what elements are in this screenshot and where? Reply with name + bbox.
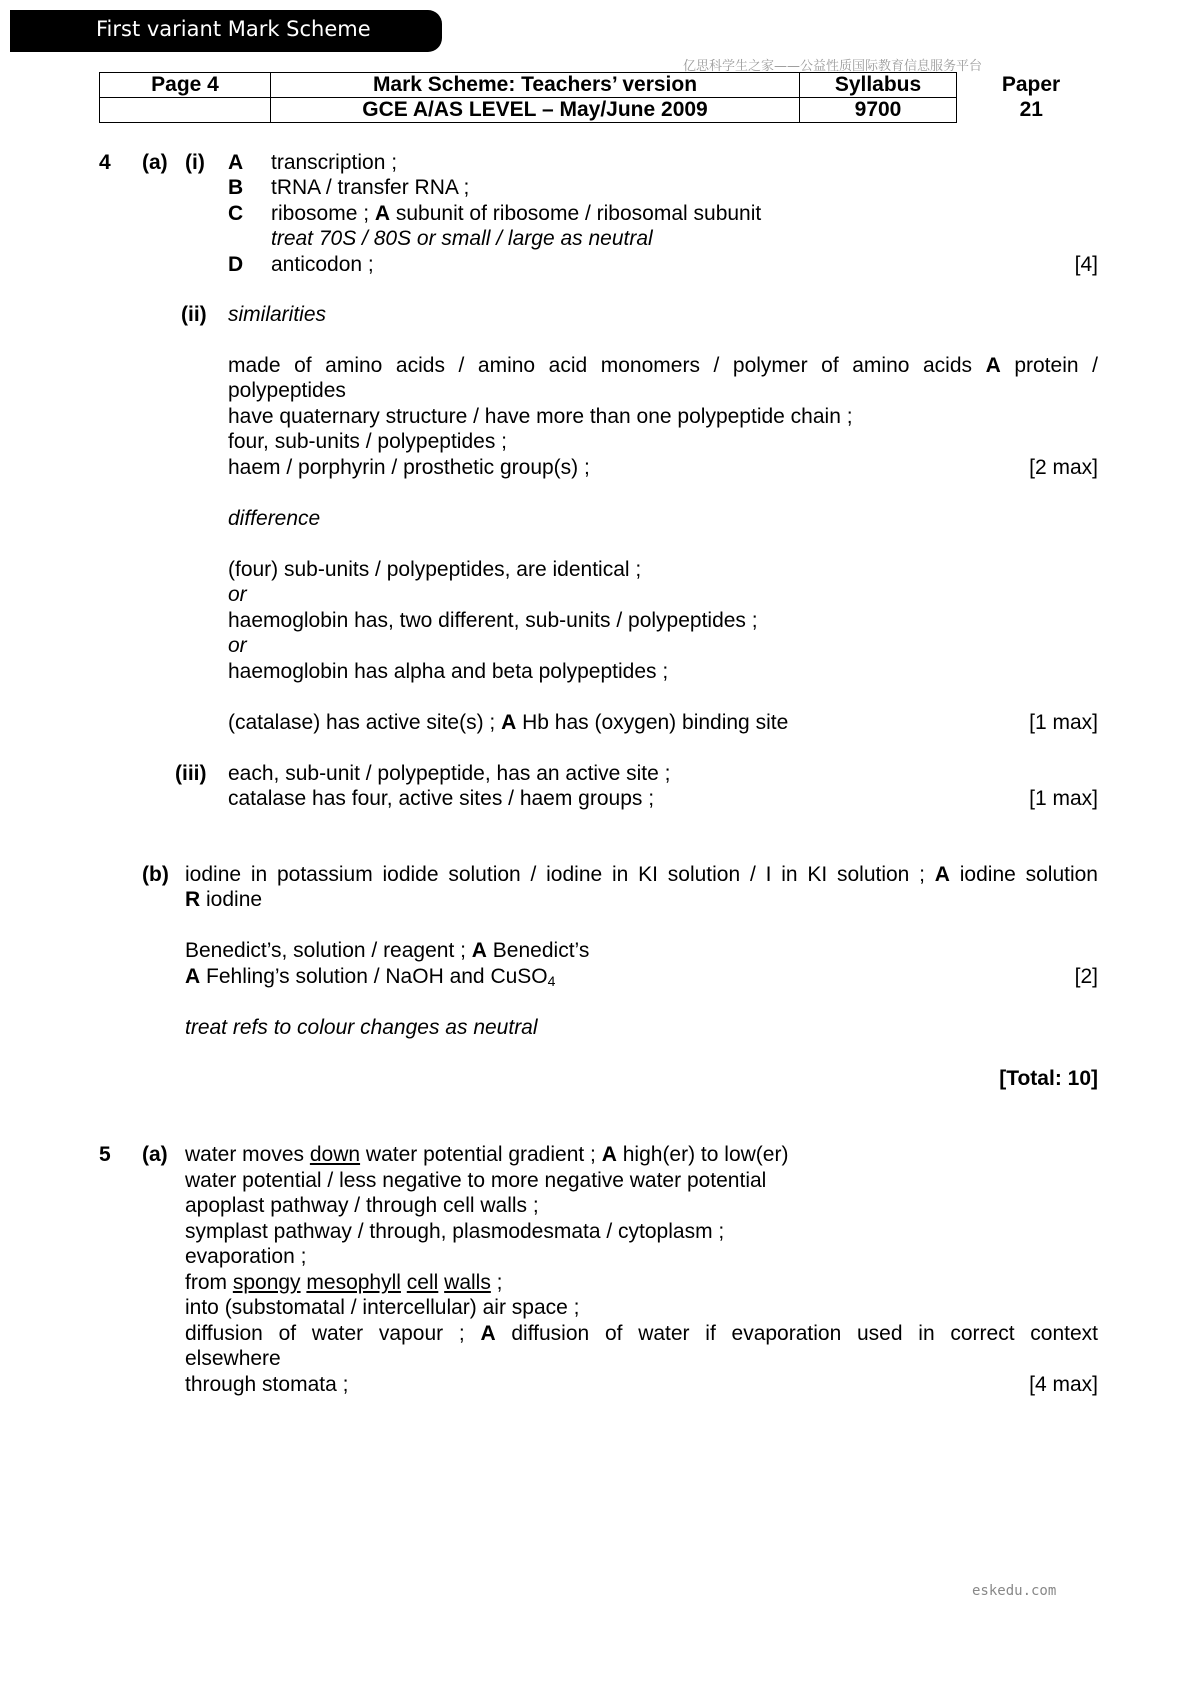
- variant-banner: [10, 10, 442, 52]
- similarity-1: made of amino acids / amino acid monomers / polymer of amino acids A protein /: [228, 354, 1098, 377]
- b-line-2: Benedict’s, solution / reagent ; A Benedict’s: [185, 939, 590, 962]
- difference-3: haemoglobin has alpha and beta polypeptides ;: [228, 660, 669, 683]
- row-a-text: transcription ;: [271, 151, 398, 174]
- q5-line-9: elsewhere: [185, 1347, 281, 1370]
- header-syllabus-label: Syllabus: [800, 73, 957, 98]
- difference-heading: difference: [228, 507, 321, 530]
- q5-line-10: through stomata ;: [185, 1373, 349, 1396]
- q4-total: [Total: 10]: [999, 1067, 1098, 1090]
- header-subtitle: GCE A/AS LEVEL – May/June 2009: [271, 98, 800, 123]
- row-c-text: ribosome ; A subunit of ribosome / ribosomal subunit: [271, 202, 762, 225]
- row-c-letter: C: [228, 202, 244, 225]
- difference-2: haemoglobin has, two different, sub-units / polypeptides ;: [228, 609, 758, 632]
- q5-line-4: symplast pathway / through, plasmodesmata / cytoplasm ;: [185, 1220, 725, 1243]
- mark-difference: [1 max]: [1029, 711, 1098, 734]
- b-line-1-cont: R iodine: [185, 888, 263, 911]
- q4-part-a: (a): [142, 151, 168, 174]
- q4-sub-iii: (iii): [175, 762, 207, 785]
- header-title: Mark Scheme: Teachers’ version: [271, 73, 800, 98]
- row-d-letter: D: [228, 253, 244, 276]
- q5-line-8: diffusion of water vapour ; A diffusion of water if evaporation used in correct context: [185, 1322, 1099, 1345]
- similarity-3: four, sub-units / polypeptides ;: [228, 430, 507, 453]
- banner-text: First variant Mark Scheme: [96, 17, 371, 41]
- similarity-2: have quaternary structure / have more than one polypeptide chain ;: [228, 405, 853, 428]
- iii-line-1: each, sub-unit / polypeptide, has an active site ;: [228, 762, 671, 785]
- row-b-letter: B: [228, 176, 244, 199]
- mark-q5a: [4 max]: [1029, 1373, 1098, 1396]
- mark-similarities: [2 max]: [1029, 456, 1098, 479]
- mark-b: [2]: [1074, 965, 1098, 988]
- q4-number: 4: [99, 151, 111, 174]
- q5-line-1: water moves down water potential gradient ; A high(er) to low(er): [185, 1143, 789, 1166]
- header-empty-cell: [100, 98, 271, 123]
- difference-4: (catalase) has active site(s) ; A Hb has (oxygen) binding site: [228, 711, 789, 734]
- q5-part-a: (a): [142, 1143, 168, 1166]
- b-note: treat refs to colour changes as neutral: [185, 1016, 538, 1039]
- b-line-1: iodine in potassium iodide solution / iodine in KI solution / I in KI solution ; A iodine solution: [185, 863, 1098, 886]
- b-line-3: A Fehling’s solution / NaOH and CuSO$_4$: [185, 965, 556, 989]
- watermark-bottom: eskedu.com: [972, 1583, 1057, 1599]
- q4-part-b: (b): [142, 863, 169, 886]
- q5-line-7: into (substomatal / intercellular) air space ;: [185, 1296, 580, 1319]
- or-2: or: [228, 634, 247, 657]
- header-table: [99, 72, 1106, 123]
- header-paper: 21: [1019, 98, 1043, 121]
- watermark-top: 亿思科学生之家——公益性质国际教育信息服务平台: [683, 59, 983, 74]
- similarity-4: haem / porphyrin / prosthetic group(s) ;: [228, 456, 590, 479]
- q5-number: 5: [99, 1143, 111, 1166]
- q4-sub-i: (i): [185, 151, 205, 174]
- row-c-note: treat 70S / 80S or small / large as neutral: [271, 227, 653, 250]
- iii-line-2: catalase has four, active sites / haem groups ;: [228, 787, 655, 810]
- or-1: or: [228, 583, 247, 606]
- q4-sub-ii: (ii): [181, 303, 207, 326]
- header-syllabus: 9700: [800, 98, 957, 123]
- q5-line-3: apoplast pathway / through cell walls ;: [185, 1194, 539, 1217]
- difference-1: (four) sub-units / polypeptides, are identical ;: [228, 558, 642, 581]
- row-b-text: tRNA / transfer RNA ;: [271, 176, 470, 199]
- similarity-1-cont: polypeptides: [228, 379, 346, 402]
- row-a-letter: A: [228, 151, 244, 174]
- mark-i: [4]: [1074, 253, 1098, 276]
- q5-line-5: evaporation ;: [185, 1245, 307, 1268]
- header-page: Page 4: [100, 73, 271, 98]
- q5-line-6: from spongy mesophyll cell walls ;: [185, 1271, 503, 1294]
- row-d-text: anticodon ;: [271, 253, 374, 276]
- q5-line-2: water potential / less negative to more negative water potential: [185, 1169, 767, 1192]
- mark-iii: [1 max]: [1029, 787, 1098, 810]
- header-paper-label: Paper: [1001, 73, 1061, 96]
- similarities-heading: similarities: [228, 303, 327, 326]
